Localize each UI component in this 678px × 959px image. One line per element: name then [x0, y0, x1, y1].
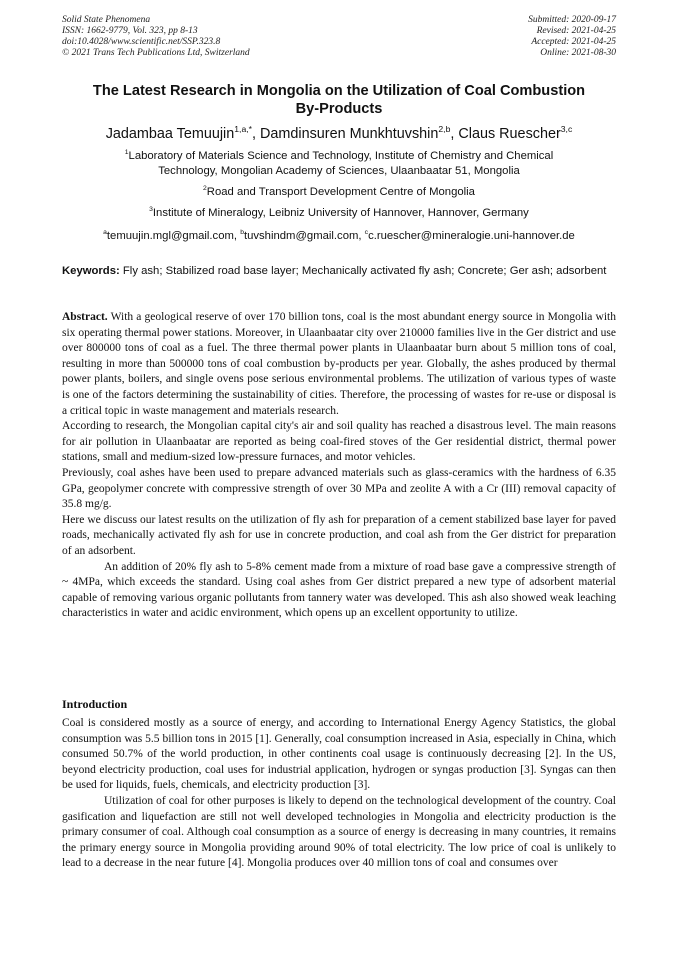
introduction-section: [62, 716, 616, 872]
introduction-paragraph: Coal is considered mostly as a source of energy, and according to International Energy Agency Statistics, the global consumption was 5.5 billion tons in 2015 [1]. Generally, coal consumption increased in Asia, especially in China, which consumed 50.7% of the world production, in other continents coal usage is continuously decreasing [2]. In the US, beyond electricity production, coal uses for industrial application, hydrogen or syngas production [3]. Syngas can then be used for liquids, fuels, chemicals, and electricity production [3].: [62, 717, 616, 792]
journal-name: Solid State Phenomena: [62, 15, 151, 25]
paper-title: [62, 82, 616, 118]
abstract-paragraph: Previously, coal ashes have been used to prepare advanced materials such as glass-ceramics with the hardness of 6.35 GPa, geopolymer concrete with compressive strength of over 30 MPa and zeolite A with a Cr (III) removal capacity of 35.8 mg/g.: [62, 466, 616, 511]
email-address[interactable]: temuujin.mgl@gmail.com: [106, 230, 234, 242]
submitted-date: Submitted: 2020-09-17: [528, 15, 616, 25]
author-affiliation-mark: 1,a,*: [234, 124, 252, 135]
introduction-heading: Introduction: [62, 697, 128, 711]
accepted-date: Accepted: 2021-04-25: [531, 37, 616, 47]
online-date: Online: 2021-08-30: [540, 48, 616, 58]
abstract-section: [62, 310, 616, 622]
email-separator: ,: [233, 230, 241, 242]
affiliation-text: Technology, Mongolian Academy of Sciences, Ulaanbaatar 51, Mongolia: [158, 165, 520, 177]
author-separator: ,: [252, 126, 260, 142]
author-list: [40, 125, 638, 143]
doi: doi:10.4028/www.scientific.net/SSP.323.8: [62, 37, 221, 47]
affiliation-text: Laboratory of Materials Science and Technology, Institute of Chemistry and Chemical: [128, 150, 554, 162]
introduction-paragraph: Utilization of coal for other purposes is likely to depend on the technological development of the country. Coal gasification and liquefaction are still not well developed technologies in Mongolia and electricity production is the primary consumer of coal. Although coal consumption as a source of energy is decreasing in many countries, it remains the primary energy source in Mongolia providing around 90% of total electricity. The low price of coal is unlikely to lead to a decrease in the near future [4]. Mongolia produces over 40 million tons of coal and consumes over: [62, 794, 616, 870]
issn: ISSN: 1662-9779, Vol. 323, pp 8-13: [62, 26, 198, 36]
affiliation-3: [62, 206, 616, 221]
keywords-label: Keywords:: [62, 265, 120, 277]
email-address[interactable]: tuvshindm@gmail.com: [243, 230, 359, 242]
journal-info: [62, 15, 250, 59]
abstract-text: With a geological reserve of over 170 billion tons, coal is the most abundant energy source in Mongolia with six operating thermal power stations. Moreover, in Ulaanbaatar city over 210000 families live in the Ger district and use over 800000 tons of coal as a fuel. The three thermal power plants in Ulaanbaatar burn about 5 million tons of coal, resulting in more than 500000 tons of coal combustion by-products per year. Globally, the ashes produced by thermal power plants, boilers, and single ovens pose serious environmental problems. The utilization of various types of waste is one of the factors determining the sustainability of cities. Therefore, the processing of wastes for re-use or disposal is a critical topic in waste management and materials research.: [62, 311, 616, 417]
abstract-paragraph: Here we discuss our latest results on the utilization of fly ash for preparation of a cement stabilized base layer for paved roads, mechanically activated fly ash for use in concrete production, and coal ash from the Ger district for preparation of an adsorbent.: [62, 513, 616, 557]
email-address[interactable]: c.ruescher@mineralogie.uni-hannover.de: [368, 230, 575, 242]
copyright: © 2021 Trans Tech Publications Ltd, Switzerland: [62, 48, 250, 58]
revised-date: Revised: 2021-04-25: [536, 26, 616, 36]
email-mark: a: [103, 229, 107, 237]
author-name: Jadambaa Temuujin: [105, 126, 235, 142]
author-name: Claus Ruescher: [458, 126, 561, 142]
affiliation-number: 3: [149, 206, 153, 214]
title-line-1: The Latest Research in Mongolia on the Utilization of Coal Combustion: [92, 83, 586, 99]
email-mark: c: [364, 229, 369, 237]
author-name: Damdinsuren Munkhtuvshin: [260, 126, 439, 142]
email-separator: ,: [358, 230, 365, 242]
dates-info: [528, 15, 616, 59]
affiliation-number: 2: [203, 185, 207, 193]
affiliation-text: Institute of Mineralogy, Leibniz University of Hannover, Hannover, Germany: [152, 207, 529, 219]
affiliation-text: Road and Transport Development Centre of Mongolia: [206, 186, 475, 198]
email-list: [40, 229, 638, 243]
affiliation-2: [62, 185, 616, 200]
title-line-2: By-Products: [295, 101, 383, 117]
keywords: [62, 264, 616, 279]
affiliation-1: [62, 149, 616, 179]
author-affiliation-mark: 3,c: [560, 124, 573, 135]
author-affiliation-mark: 2,b: [438, 124, 451, 135]
author-separator: ,: [450, 126, 459, 142]
abstract-label: Abstract.: [62, 311, 108, 323]
abstract-paragraph: An addition of 20% fly ash to 5-8% cement made from a mixture of road base gave a compressive strength of ~ 4MPa, which exceeds the standard. Using coal ashes from Ger district prepared a new type of adsorbent material capable of removing various organic pollutants from tannery water was developed. This ash also showed weak leaching characteristics in water and acidic environment, which opens up an excellent opportunity to utilize.: [62, 560, 616, 620]
abstract-paragraph: According to research, the Mongolian capital city's air and soil quality has reached a disastrous level. The main reasons for air pollution in Ulaanbaatar are reported as being coal-fired stoves of the Ger residential district, thermal power stations, small and medium-sized low-pressure furnaces, and motor vehicles.: [62, 420, 616, 464]
affiliation-number: 1: [124, 149, 129, 157]
abstract-paragraph: [62, 310, 616, 419]
email-mark: b: [240, 229, 244, 237]
keywords-text: Fly ash; Stabilized road base layer; Mechanically activated fly ash; Concrete; Ger ash; adsorbent: [119, 265, 607, 277]
